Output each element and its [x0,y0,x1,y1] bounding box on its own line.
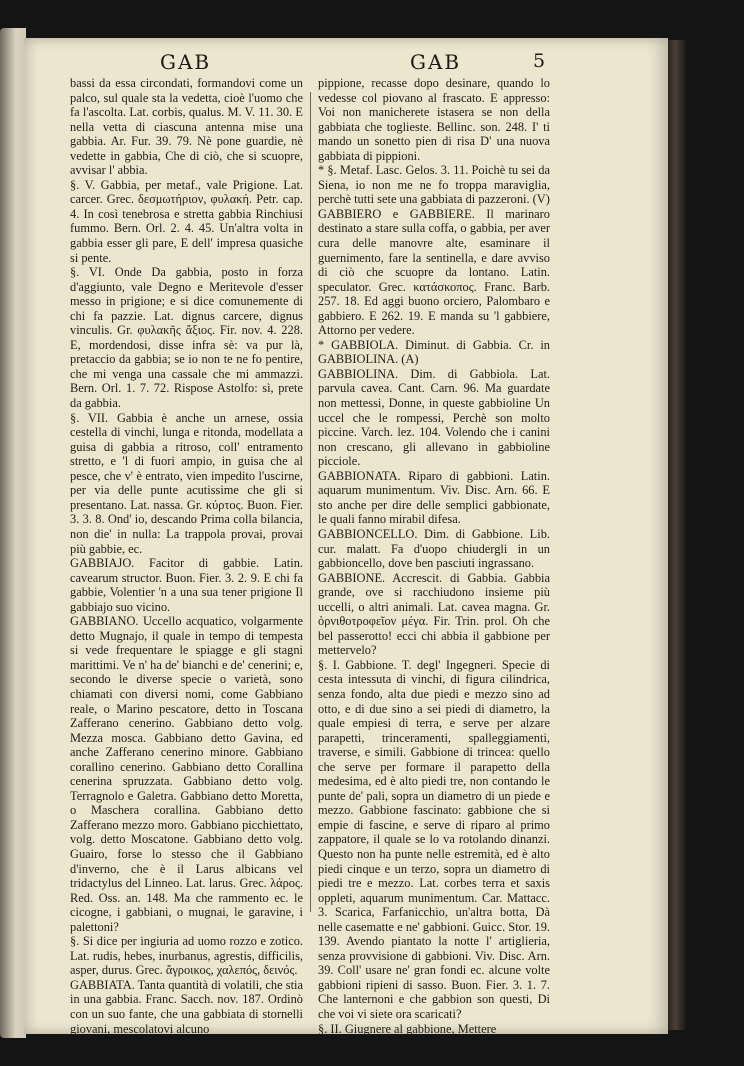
left-paragraph: GABBIANO. Uccello acquatico, volgarmente detto Mugnajo, il quale in tempo di tempesta si vede frequentare le spiagge e gli stagni marittimi. Ve n' ha de' bianchi e de' cenerini; e, secondo le diverse specie o varietà, sono chiamati con diversi nomi, come Gabbiano reale, o Marino pescatore, detto in Toscana Zafferano cenerino. Gabbiano detto volg. Mezza mosca. Gabbiano detto Gavina, ed anche Zafferano cenerino minore. Gabbiano corallino cenerino. Gabbiano detto Corallina cenerina spruzzata. Gabbiano detto volg. Terragnolo e Galetra. Gabbiano detto Moretta, o Maschera corallina. Gabbiano detto Zafferano mezzo moro. Gabbiano picchiettato, volg. detto Moscatone. Gabbiano detto volg. Guairo, forse lo stesso che il Gabbiano d'inverno, che è il Larus albicans vel tridactylus del Linneo. Lat. larus. Grec. λάρος. Red. Oss. an. 148. Ma che rammento ec. le cicogne, i gabbiani, o mugnai, le garavine, i palettoni? [70,614,303,934]
right-paragraph: §. II. Giugnere al gabbione, Mettere [318,1021,497,1036]
running-head-right: GAB [410,50,462,74]
right-paragraph: GABBIONCELLO. Dim. di Gabbione. Lib. cur. malatt. Fa d'uopo chiudergli in un gabbioncello, dove ben pasciuti ingrassano. [318,526,550,571]
book-spine [668,40,686,1030]
right-column [318,76,550,1036]
left-paragraph: GABBIATA. Tanta quantità di volatili, che stia in una gabbia. Franc. Sacch. nov. 187. Ordinò con un suo fante, che una gabbiata di stornelli giovani, mescolatovi alcuno [70,977,303,1036]
running-head-left: GAB [160,50,212,74]
left-paragraph: bassi da essa circondati, formandovi come un palco, sul quale sta la vedetta, cioè l'uomo che fa l'ascolta. Lat. corbis, qualus. M. V. 11. 30. E nella vetta di ciascuna antenna mise una gabbia. Ar. Fur. 39. 79. Nè pone guardie, nè vedette in gabbia, Che di ciò, che si scuopre, avvisar l' abbia. [70,76,303,178]
left-paragraph: §. VI. Onde Da gabbia, posto in forza d'aggiunto, vale Degno e Meritevole d'esser messo in prigione; e si dice comunemente di chi fa pazzie. Lat. dignus carcere, dignus vinculis. Gr. φυλακῆς ἄξιος. Fir. nov. 4. 228. E, mordendosi, disse infra sè: va pur là, pretaccio da gabbia; se io non te ne fo pentire, che mi venga una cassale che mi ammazzi. Bern. Orl. 1. 7. 72. Rispose Astolfo: sì, prete da gabbia. [70,265,303,411]
left-page-edge [0,28,26,1038]
right-paragraph: GABBIONATA. Riparo di gabbioni. Latin. aquarum munimentum. Viv. Disc. Arn. 66. E sto anche per dire delle semplici gabbionate, le quali fanno mirabil difesa. [318,468,550,527]
column-divider [310,92,311,912]
left-column [70,76,303,1036]
right-paragraph: * GABBIOLA. Diminut. di Gabbia. Cr. in GABBIOLINA. (A) [318,337,550,367]
left-paragraph: GABBIAJO. Facitor di gabbie. Latin. cavearum structor. Buon. Fier. 3. 2. 9. E chi fa gabbie, Volentier 'n a una sua tener prigione Il gabbiajo suo vicino. [70,556,303,614]
right-paragraph: GABBIERO e GABBIERE. Il marinaro destinato a stare sulla coffa, o gabbia, per aver cura delle manovre alte, esaminare il guernimento, fare la sentinella, e dare avviso di ciò che scuopre da lontano. Latin. speculator. Grec. κατάσκοπος. Franc. Barb. 257. 18. Ed aggi buono orciero, Palombaro e gabbiero. E 262. 19. E manda su 'l gabbiere, Attorno per vedere. [318,206,550,338]
left-paragraph: §. Si dice per ingiuria ad uomo rozzo e zotico. Lat. rudis, hebes, inurbanus, agrestis, difficilis, asper, durus. Grec. ἄγροικος, χαλεπός, δεινός. [70,934,303,978]
left-paragraph: §. VII. Gabbia è anche un arnese, ossia cestella di vinchi, lunga e ritonda, modellata a guisa di gabbia a ritroso, coll' entramento stretto, e 'l di fuori ampio, in guisa che al pesce, che v' è entrato, vien impedito l'uscirne, per via delle punte acutissime che gli si presentano. Lat. nassa. Gr. κύρτος. Buon. Fier. 3. 3. 8. Ond' io, descando Prima colla bilancia, non die' in nulla: La trappola provai, provai più gabbie, ec. [70,410,303,556]
right-paragraph: GABBIONE. Accrescit. di Gabbia. Gabbia grande, ove si racchiudono insieme più uccelli, o altri animali. Lat. cavea magna. Gr. ὀρνιθοτροφεῖον μέγα. Fir. Trin. prol. Oh che bel passerotto! ecci chi abbia il gabbione per mettervelo? [318,570,550,658]
right-paragraph: * §. Metaf. Lasc. Gelos. 3. 11. Poichè tu sei da Siena, io non me ne fo troppa maraviglia, perchè tutti sete una gabbiata di pazzeroni. (V) [318,163,550,207]
left-paragraph: §. V. Gabbia, per metaf., vale Prigione. Lat. carcer. Grec. δεσμωτήριον, φυλακή. Petr. cap. 4. In così tenebrosa e stretta gabbia Rinchiusi fummo. Bern. Orl. 2. 4. 45. Un'altra volta in gabbia esser gli pare, E dell' impresa quasiche si pente. [70,177,303,265]
page-number: 5 [533,50,548,72]
right-paragraph: pippione, recasse dopo desinare, quando lo vedesse col piovano al frascato. E appresso: Voi non manicherete istasera se non della gabbiata che toglieste. Bellinc. son. 248. I' ti mando un sonetto pien di risa D' una nuova gabbiata di pippioni. [318,76,550,163]
right-paragraph: §. I. Gabbione. T. degl' Ingegneri. Specie di cesta intessuta di vinchi, di figura cilindrica, senza fondo, alta due piedi e mezzo sino ad otto, e di due sino a sei piedi di diametro, la quale empiesi di terra, e serve per alzare parapetti, trinceramenti, spalleggiamenti, traverse, e simili. Gabbione di trincea: quello che serve per formare il parapetto della medesima, ed è alto piedi tre, non contando le punte de' pali, sopra un diametro di un piede e mezzo. Gabbione fascinato: gabbione che si empie di fascine, e serve di riparo al primo zappatore, il quale se lo va rotolando dinanzi. Questo non ha punte nelle estremità, ed è alto piedi cinque e un terzo, sopra un diametro di piedi tre e mezzo. Lat. corbes terra et saxis oppleti, aquarum munimentum. Car. Mattacc. 3. Scarica, Farfanicchio, un'altra botta, Dà nelle casematte e ne' gabbioni. Guicc. Stor. 19. 139. Avendo piantato la notte l' artiglieria, senza provvisione di gabbioni. Viv. Disc. Arn. 39. Coll' usare ne' gran fondi ec. alcune volte gabbioni ripieni di sasso. Buon. Fier. 3. 1. 7. Che lanternoni e che gabbion son questi, Di che voi vi siete ora scaricati? [318,657,550,1021]
right-paragraph: GABBIOLINA. Dim. di Gabbiola. Lat. parvula cavea. Cant. Carn. 96. Ma guardate non mettessi, Donne, in queste gabbioline Un uccel che le rompessi, Perchè son molto piccine. Varch. lez. 104. Volendo che i canini non crescano, gli allevano in gabbioline picciole. [318,366,550,469]
